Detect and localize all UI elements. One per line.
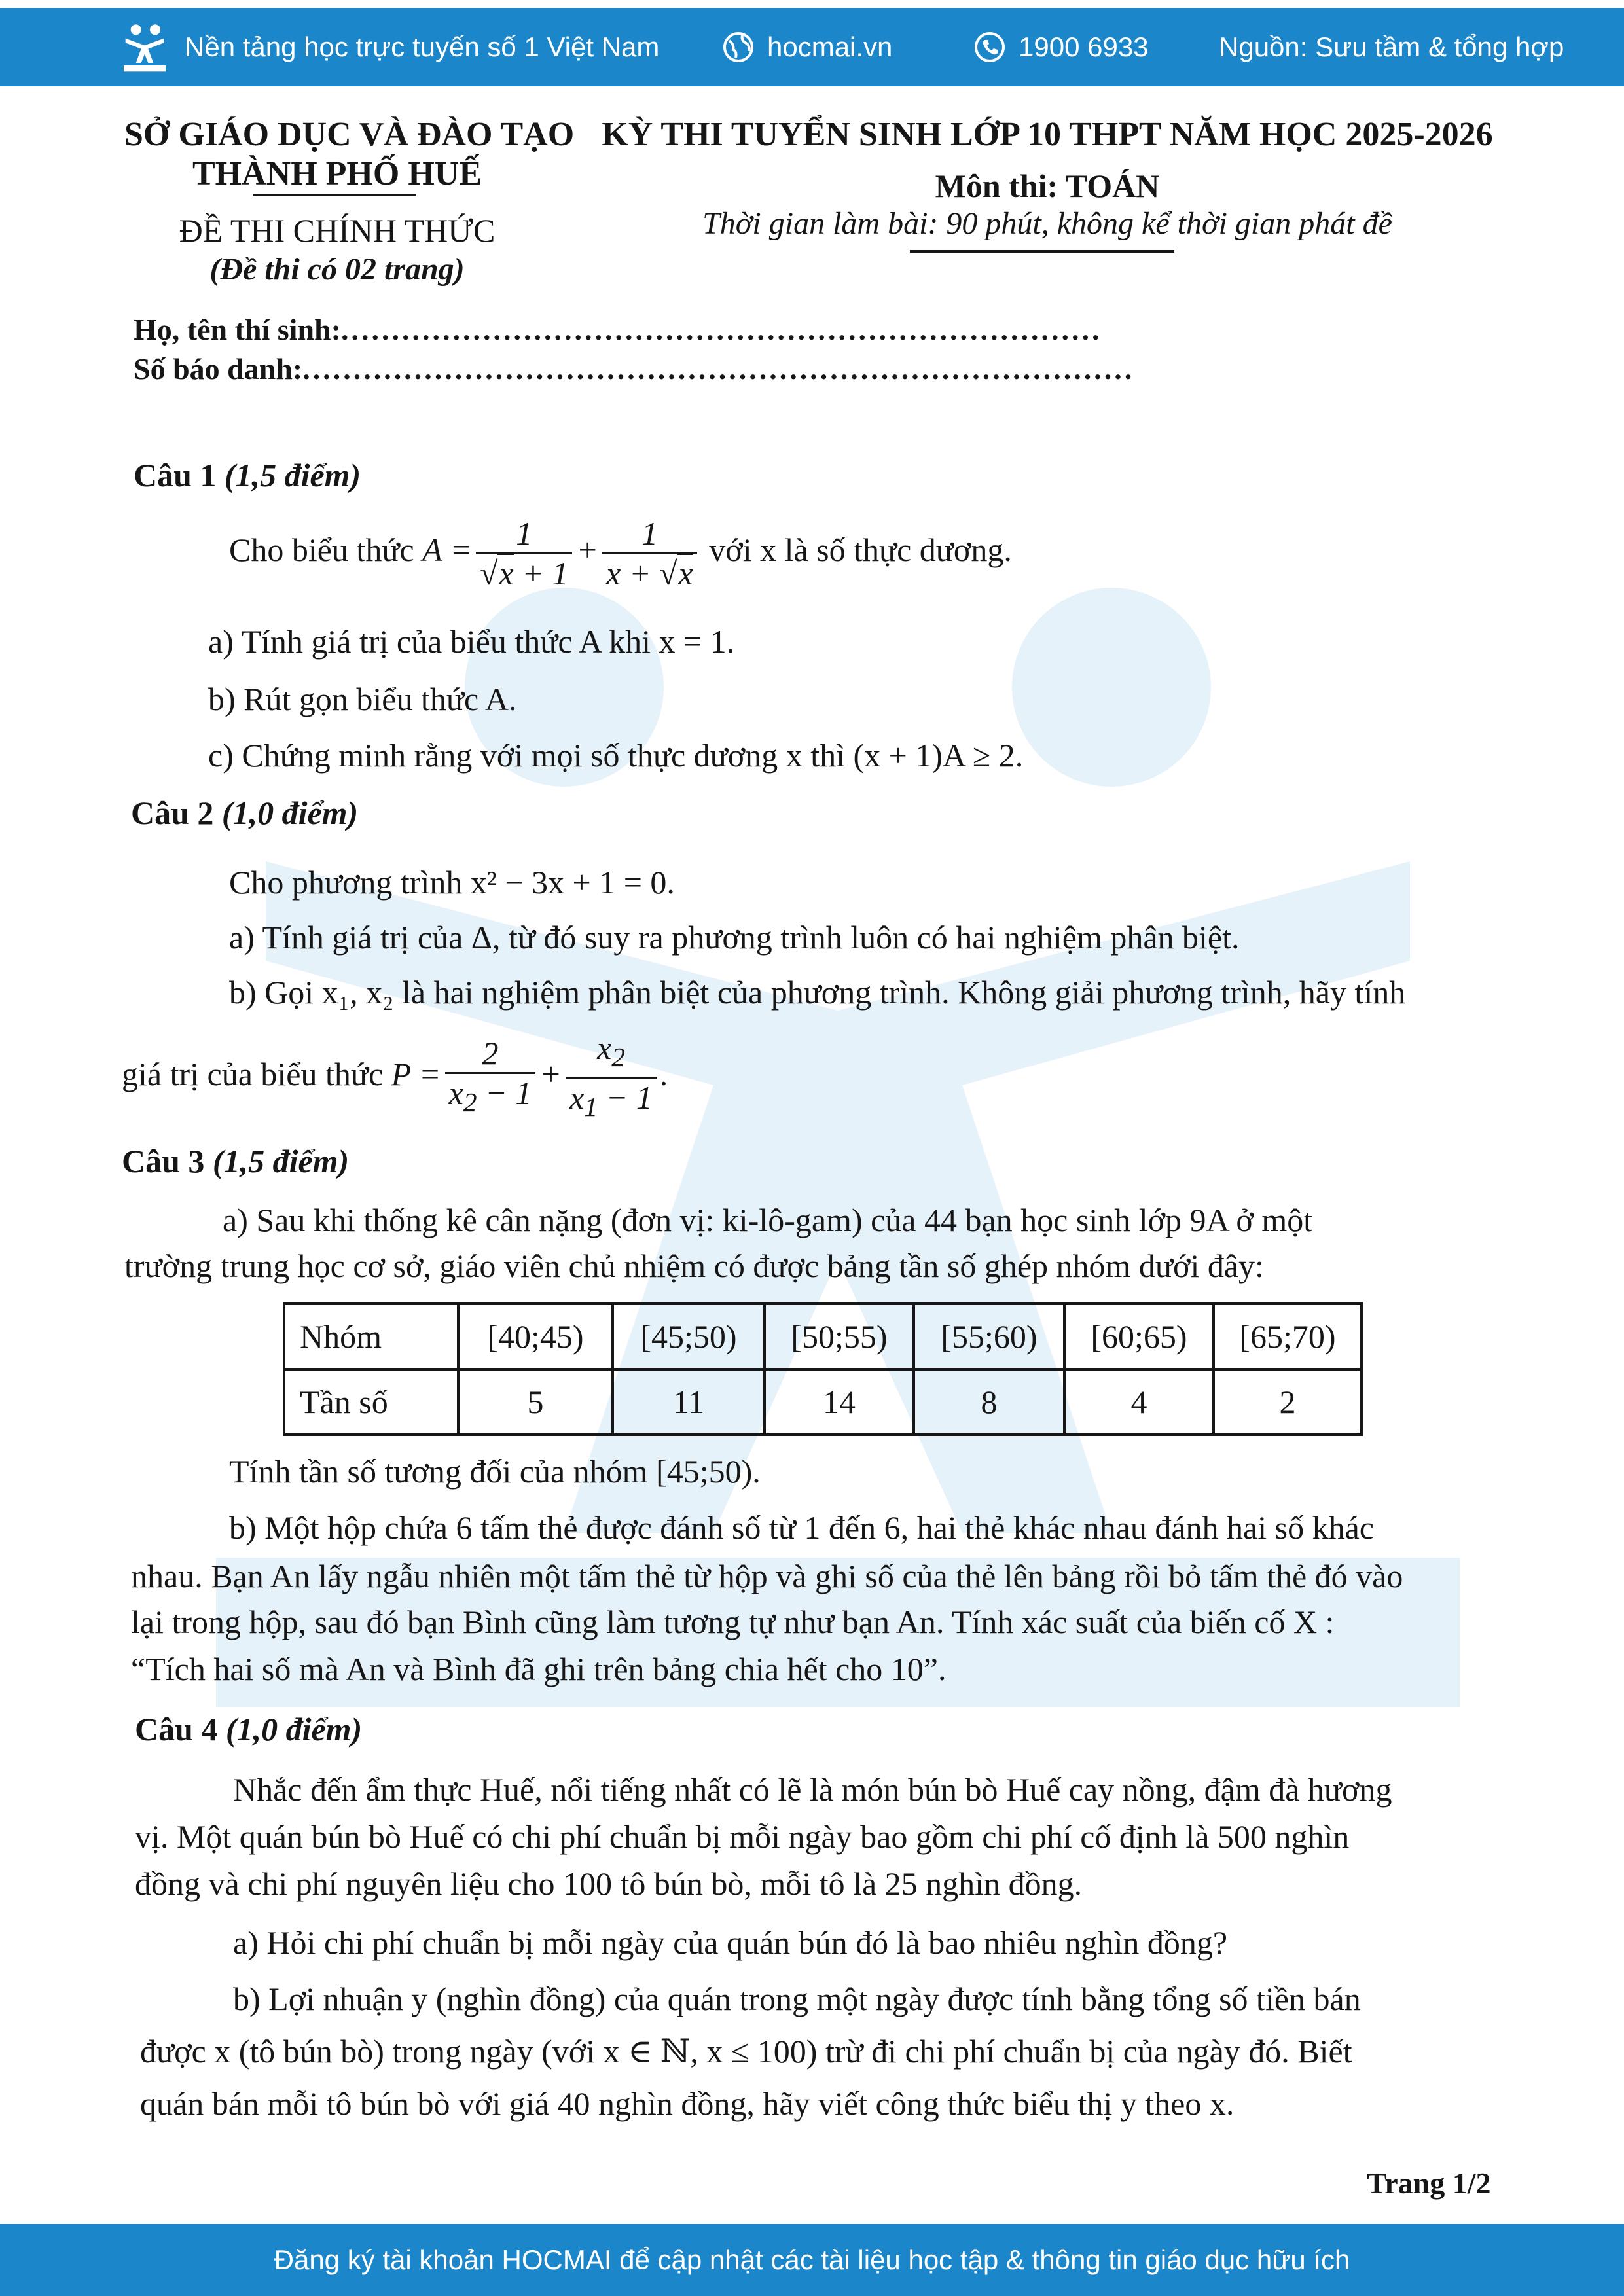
tagline: Nền tảng học trực tuyến số 1 Việt Nam xyxy=(185,31,660,62)
header-underline-left xyxy=(253,194,416,196)
q1-part-a: a) Tính giá trị của biểu thức A khi x = 1. xyxy=(208,623,735,660)
exam-duration: Thời gian làm bài: 90 phút, không kể thời gian phát đề xyxy=(702,206,1392,241)
table-cell: 2 xyxy=(1214,1369,1362,1435)
header-underline-right xyxy=(910,250,1174,253)
hocmai-logo[interactable] xyxy=(117,8,659,86)
q1-part-c: c) Chứng minh rằng với mọi số thực dương x thì (x + 1)A ≥ 2. xyxy=(208,737,1024,774)
q3-points: (1,5 điểm) xyxy=(212,1143,350,1179)
q4-title: Câu 4 xyxy=(135,1711,218,1748)
q1-heading xyxy=(134,456,361,495)
q2-heading xyxy=(131,793,358,833)
table-cell-group-label: Nhóm xyxy=(284,1304,458,1369)
table-cell: 4 xyxy=(1064,1369,1214,1435)
website-link[interactable] xyxy=(723,8,892,86)
hocmai-logo-icon xyxy=(117,21,173,73)
frequency-table xyxy=(283,1302,1363,1436)
q3-part-b-line4: “Tích hai số mà An và Bình đã ghi trên bảng chia hết cho 10”. xyxy=(131,1651,947,1687)
q2-part-a: a) Tính giá trị của Δ, từ đó suy ra phương trình luôn có hai nghiệm phân biệt. xyxy=(229,919,1240,956)
q2-points: (1,0 điểm) xyxy=(221,795,359,831)
pages-note: (Đề thi có 02 trang) xyxy=(209,252,465,287)
candidate-name-dots: ........................................................................... xyxy=(340,313,1102,346)
candidate-name-row xyxy=(134,310,1102,350)
q4-part-b-line3: quán bán mỗi tô bún bò với giá 40 nghìn đồng, hãy viết công thức biểu thị y theo x. xyxy=(140,2085,1235,2122)
table-cell: [60;65) xyxy=(1064,1304,1214,1369)
q4-paragraph-line3: đồng và chi phí nguyên liệu cho 100 tô bún bò, mỗi tô là 25 nghìn đồng. xyxy=(135,1865,1083,1902)
q1-intro-pre: Cho biểu thức xyxy=(229,531,414,568)
q1-part-b: b) Rút gọn biểu thức A. xyxy=(208,681,517,717)
q3-title: Câu 3 xyxy=(122,1143,205,1179)
q2-intro: Cho phương trình x² − 3x + 1 = 0. xyxy=(229,864,675,901)
table-row xyxy=(284,1304,1362,1369)
globe-icon xyxy=(723,31,754,63)
source-text: Nguồn: Sưu tầm & tổng hợp xyxy=(1219,31,1564,62)
q1-intro xyxy=(229,511,1012,592)
q2-part-b-line2 xyxy=(122,1029,668,1126)
q4-paragraph-line1: Nhắc đến ẩm thực Huế, nổi tiếng nhất có lẽ là món bún bò Huế cay nồng, đậm đà hương xyxy=(233,1771,1392,1808)
q4-part-a: a) Hỏi chi phí chuẩn bị mỗi ngày của quán bún đó là bao nhiêu nghìn đồng? xyxy=(233,1924,1228,1961)
q3-part-b-line3: lại trong hộp, sau đó bạn Bình cũng làm tương tự như bạn An. Tính xác suất của biến cố X : xyxy=(131,1604,1335,1640)
candidate-id-dots: .................................................................................. xyxy=(302,352,1135,386)
top-banner xyxy=(0,8,1624,86)
footer-message: Đăng ký tài khoản HOCMAI để cập nhật các tài liệu học tập & thông tin giáo dục hữu ích xyxy=(274,2244,1350,2275)
q1-title: Câu 1 xyxy=(134,457,217,493)
page-number: Trang 1/2 xyxy=(1367,2166,1491,2200)
footer-banner[interactable] xyxy=(0,2224,1624,2296)
table-cell-frequency-label: Tần số xyxy=(284,1369,458,1435)
exam-subject: Môn thi: TOÁN xyxy=(935,168,1160,204)
q3-part-a-line2: trường trung học cơ sở, giáo viên chủ nhiệm có được bảng tần số ghép nhóm dưới đây: xyxy=(124,1247,1264,1284)
phone-text: 1900 6933 xyxy=(1019,31,1149,62)
q3-part-b-line2: nhau. Bạn An lấy ngẫu nhiên một tấm thẻ từ hộp và ghi số của thẻ lên bảng rồi bỏ tấm thẻ đó vào xyxy=(131,1558,1403,1594)
q1-intro-post: với x là số thực dương. xyxy=(709,531,1012,568)
q3-heading xyxy=(122,1141,349,1181)
q3-part-b-line1: b) Một hộp chứa 6 tấm thẻ được đánh số từ 1 đến 6, hai thẻ khác nhau đánh hai số khác xyxy=(229,1509,1374,1546)
department-line2: THÀNH PHỐ HUẾ xyxy=(192,155,482,192)
table-cell: [50;55) xyxy=(765,1304,914,1369)
candidate-id-row xyxy=(134,350,1134,389)
q3-part-a-question: Tính tần số tương đối của nhóm [45;50). xyxy=(229,1453,761,1490)
q4-paragraph-line2: vị. Một quán bún bò Huế có chi phí chuẩn bị mỗi ngày bao gồm chi phí cố định là 500 nghìn xyxy=(135,1818,1350,1855)
q4-part-b-line2: được x (tô bún bò) trong ngày (với x ∈ ℕ, x ≤ 100) trừ đi chi phí chuẩn bị của ngày đó. Biết xyxy=(140,2033,1352,2070)
table-cell: [45;50) xyxy=(613,1304,765,1369)
q2-title: Câu 2 xyxy=(131,795,214,831)
official-exam-label: ĐỀ THI CHÍNH THỨC xyxy=(179,212,496,249)
table-cell: 5 xyxy=(458,1369,613,1435)
q3-part-a-line1: a) Sau khi thống kê cân nặng (đơn vị: ki-lô-gam) của 44 bạn học sinh lớp 9A ở một xyxy=(223,1202,1313,1238)
table-row xyxy=(284,1369,1362,1435)
q4-points: (1,0 điểm) xyxy=(225,1711,363,1748)
q2-part-b-line1: b) Gọi x₁, x₂ là hai nghiệm phân biệt của phương trình. Không giải phương trình, hãy tính xyxy=(229,974,1406,1011)
table-cell: 11 xyxy=(613,1369,765,1435)
table-cell: [40;45) xyxy=(458,1304,613,1369)
table-cell: [55;60) xyxy=(914,1304,1064,1369)
candidate-id-label: Số báo danh: xyxy=(134,352,303,386)
q1-expression: A = $\frac{1}{√x + 1}$ + $\frac{1}{x + √x}$ xyxy=(422,531,701,568)
department-line1: SỞ GIÁO DỤC VÀ ĐÀO TẠO xyxy=(124,116,575,153)
q2-part-b-line2-pre: giá trị của biểu thức xyxy=(122,1055,384,1092)
table-cell: 8 xyxy=(914,1369,1064,1435)
phone-link[interactable] xyxy=(974,8,1149,86)
website-text: hocmai.vn xyxy=(767,31,893,62)
candidate-name-label: Họ, tên thí sinh: xyxy=(134,313,341,346)
q1-points: (1,5 điểm) xyxy=(224,457,361,493)
exam-title: KỲ THI TUYỂN SINH LỚP 10 THPT NĂM HỌC 2025-2026 xyxy=(602,116,1493,153)
q4-heading xyxy=(135,1710,362,1749)
table-cell: [65;70) xyxy=(1214,1304,1362,1369)
table-cell: 14 xyxy=(765,1369,914,1435)
q4-part-b-line1: b) Lợi nhuận y (nghìn đồng) của quán trong một ngày được tính bằng tổng số tiền bán xyxy=(233,1981,1361,2017)
q2-expression: P = $\frac{2}{x_2 - 1}$ + $\frac{x_2}{x_1 - 1}$ . xyxy=(391,1056,669,1092)
phone-icon xyxy=(974,31,1005,63)
